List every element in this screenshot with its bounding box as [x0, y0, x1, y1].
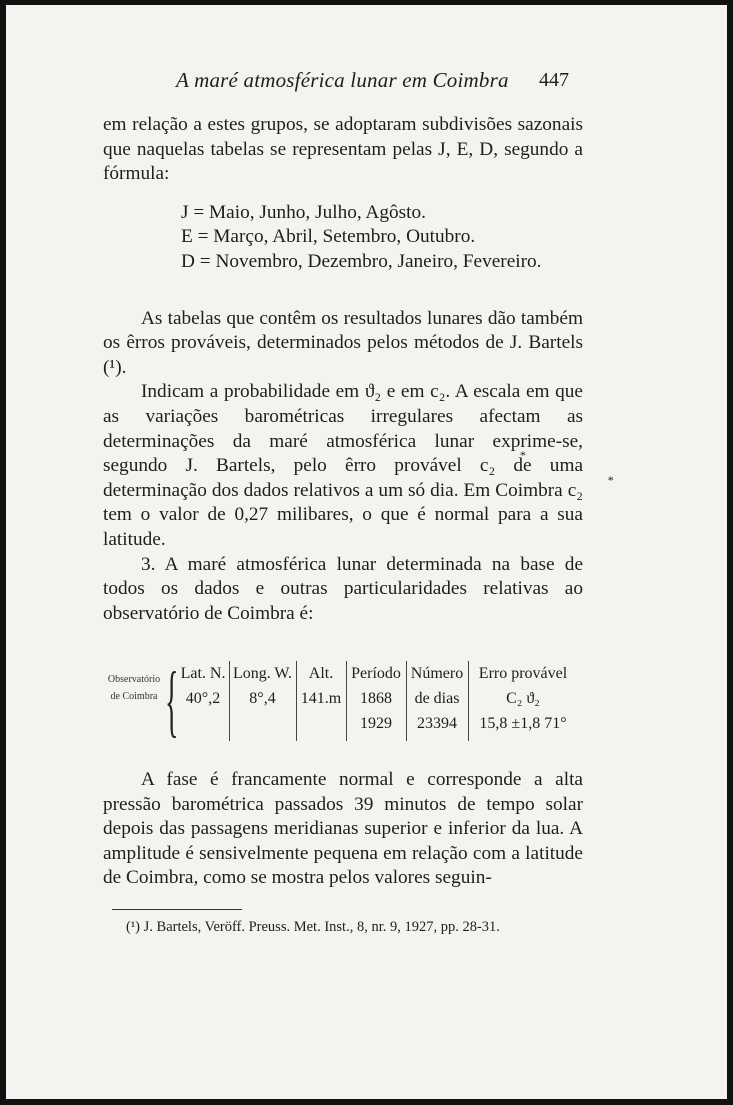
observatory-table — [102, 657, 592, 745]
book-page — [6, 5, 727, 1099]
alt-value: 141.m — [300, 690, 342, 707]
col-longitude — [229, 661, 297, 741]
running-title: A maré atmosférica lunar em Coimbra — [176, 68, 509, 92]
col-latitude — [177, 661, 230, 741]
paragraph-3: Indicam a probabilidade em ϑ₂ e em c₂. A escala em que as variações barométricas irregulares afectam as determinações da maré atmosférica lunar exprime-se, segundo J. Bartels, pelo êrro provável * c₂ de uma determinação dos dados relativos a um só dia. Em Coimbra * c₂ tem o valor de 0,27 milibares, o que é normal para a sua latitude. — [103, 380, 583, 552]
formula-line-e: E = Março, Abril, Setembro, Outubro. — [181, 226, 476, 248]
col-period — [346, 661, 407, 741]
long-header: Long. W. — [232, 665, 293, 682]
paragraph-4: 3. A maré atmosférica lunar determinada na base de todos os dados e outras particularidades relativas ao observatório de Coimbra é: — [103, 553, 583, 624]
col-error — [468, 661, 578, 741]
paragraph-2: As tabelas que contêm os resultados lunares dão também os êrros prováveis, determinados pelos métodos de J. Bartels (¹). — [103, 307, 583, 378]
error-value: 15,8 ±1,8 71° — [479, 715, 567, 732]
error-header: Erro provável — [478, 665, 568, 682]
period-header: Período — [351, 665, 401, 682]
error-sub: C₂ ϑ₂ — [506, 690, 540, 707]
number-header: Número — [410, 665, 464, 682]
formula-line-d: D = Novembro, Dezembro, Janeiro, Fevereiro. — [181, 250, 542, 272]
paragraph-5: A fase é francamente normal e corresponde a alta pressão barométrica passados 39 minutos de tempo solar depois das passagens meridianas superior e inferior da lua. A amplitude é sensivelmente pequena em relação com a latitude de Coimbra, como se mostra pelos valores seguin- — [103, 769, 583, 889]
number-sub: de dias — [414, 690, 460, 707]
paragraph-1: em relação a estes grupos, se adoptaram subdivisões sazonais que naquelas tabelas se representam pelas J, E, D, segundo a fórmula: — [103, 114, 583, 185]
c2-starred-1: * c₂ — [480, 455, 495, 476]
season-formula — [181, 201, 583, 275]
c2-starred-2: * c₂ — [568, 480, 583, 501]
col-altitude — [296, 661, 347, 741]
footnote: (¹) J. Bartels, Veröff. Preuss. Met. Inst., 8, nr. 9, 1927, pp. 28-31. — [126, 919, 500, 935]
table-row-label: Observatório de Coimbra — [107, 674, 161, 702]
alt-header: Alt. — [308, 665, 334, 682]
body-text-lower — [103, 768, 583, 891]
lat-header: Lat. N. — [180, 665, 226, 682]
running-head — [6, 68, 727, 98]
col-number — [406, 661, 469, 741]
period-end: 1929 — [360, 715, 392, 732]
page-number: 447 — [539, 69, 569, 91]
formula-line-j: J = Maio, Junho, Julho, Agôsto. — [181, 201, 426, 223]
number-value: 23394 — [417, 715, 457, 732]
lat-value: 40°,2 — [185, 690, 221, 707]
footnote-rule — [112, 909, 242, 910]
body-text-upper — [103, 113, 583, 626]
brace-icon: { — [165, 657, 179, 745]
long-value: 8°,4 — [249, 690, 276, 707]
period-start: 1868 — [360, 690, 392, 707]
